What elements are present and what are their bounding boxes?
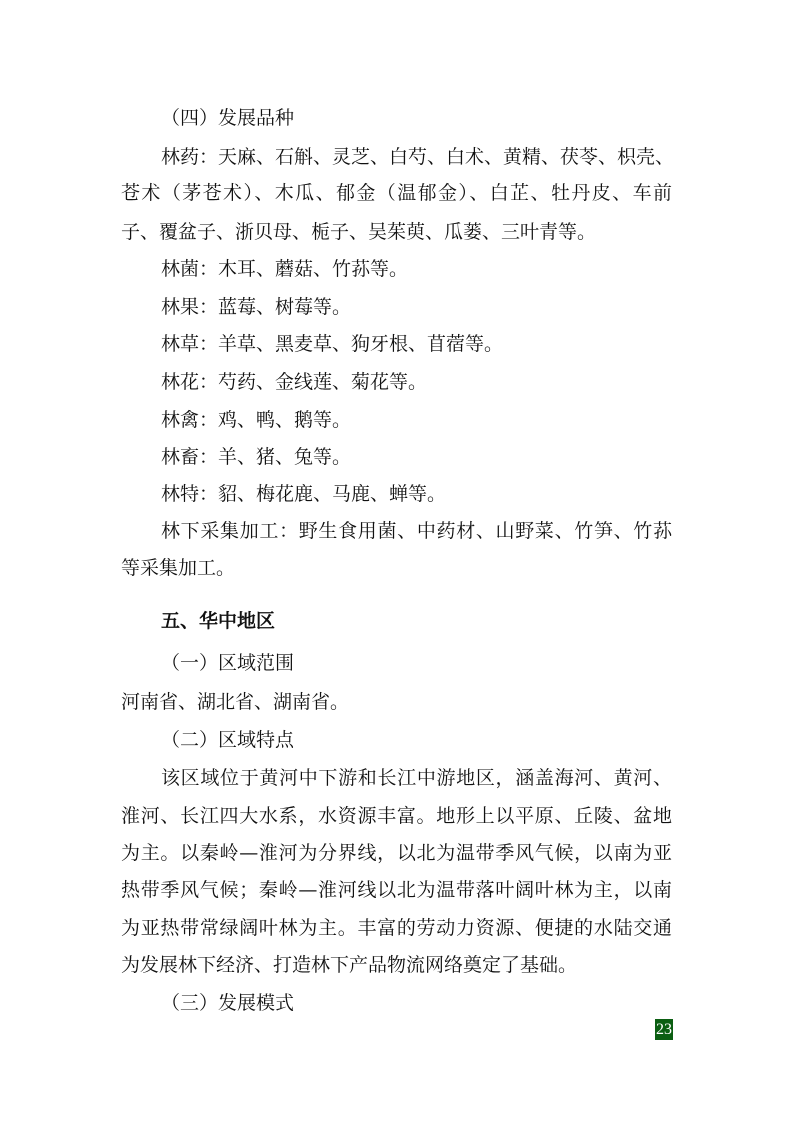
text-line: 为发展林下经济、打造林下产品物流网络奠定了基础。 [121,954,578,976]
paragraph-forest-special: 林特：貂、梅花鹿、马鹿、蝉等。 [161,483,447,505]
text-line: 等采集加工。 [121,557,236,579]
paragraph-region-scope: 河南省、湖北省、湖南省。 [121,691,350,713]
text-line: 为亚热带常绿阔叶林为主。丰富的劳动力资源、便捷的水陆交通 [121,917,672,939]
text-line: 苍术（茅苍术）、木瓜、郁金（温郁金）、白芷、牡丹皮、车前 [121,182,672,204]
text-line: 林下采集加工：野生食用菌、中药材、山野菜、竹笋、竹荪 [161,520,672,542]
text-line: 为主。以秦岭—淮河为分界线，以北为温带季风气候，以南为亚 [121,842,672,864]
region-heading: 五、华中地区 [161,610,276,632]
subheading-development-mode: （三）发展模式 [161,992,295,1014]
paragraph-forest-poultry: 林禽：鸡、鸭、鹅等。 [161,409,352,431]
paragraph-forest-fruit: 林果：蓝莓、树莓等。 [161,296,352,318]
text-line: 林药：天麻、石斛、灵芝、白芍、白术、黄精、茯苓、枳壳、 [161,146,675,168]
paragraph-forest-fungi: 林菌：木耳、蘑菇、竹荪等。 [161,258,409,280]
paragraph-forest-livestock: 林畜：羊、猪、兔等。 [161,446,352,468]
subheading-region-features: （二）区域特点 [161,729,295,751]
text-line: 淮河、长江四大水系，水资源丰富。地形上以平原、丘陵、盆地 [121,805,672,827]
section-heading-development-varieties: （四）发展品种 [161,107,295,129]
paragraph-forest-flowers: 林花：芍药、金线莲、菊花等。 [161,371,428,393]
text-line: 热带季风气候；秦岭—淮河线以北为温带落叶阔叶林为主，以南 [121,879,672,901]
page-number: 23 [656,1021,672,1038]
text-line: 该区域位于黄河中下游和长江中游地区，涵盖海河、黄河、 [161,767,672,789]
text-line: 子、覆盆子、浙贝母、栀子、吴茱萸、瓜蒌、三叶青等。 [121,221,597,243]
paragraph-forest-grass: 林草：羊草、黑麦草、狗牙根、苜蓿等。 [161,333,504,355]
subheading-region-scope: （一）区域范围 [161,652,295,674]
